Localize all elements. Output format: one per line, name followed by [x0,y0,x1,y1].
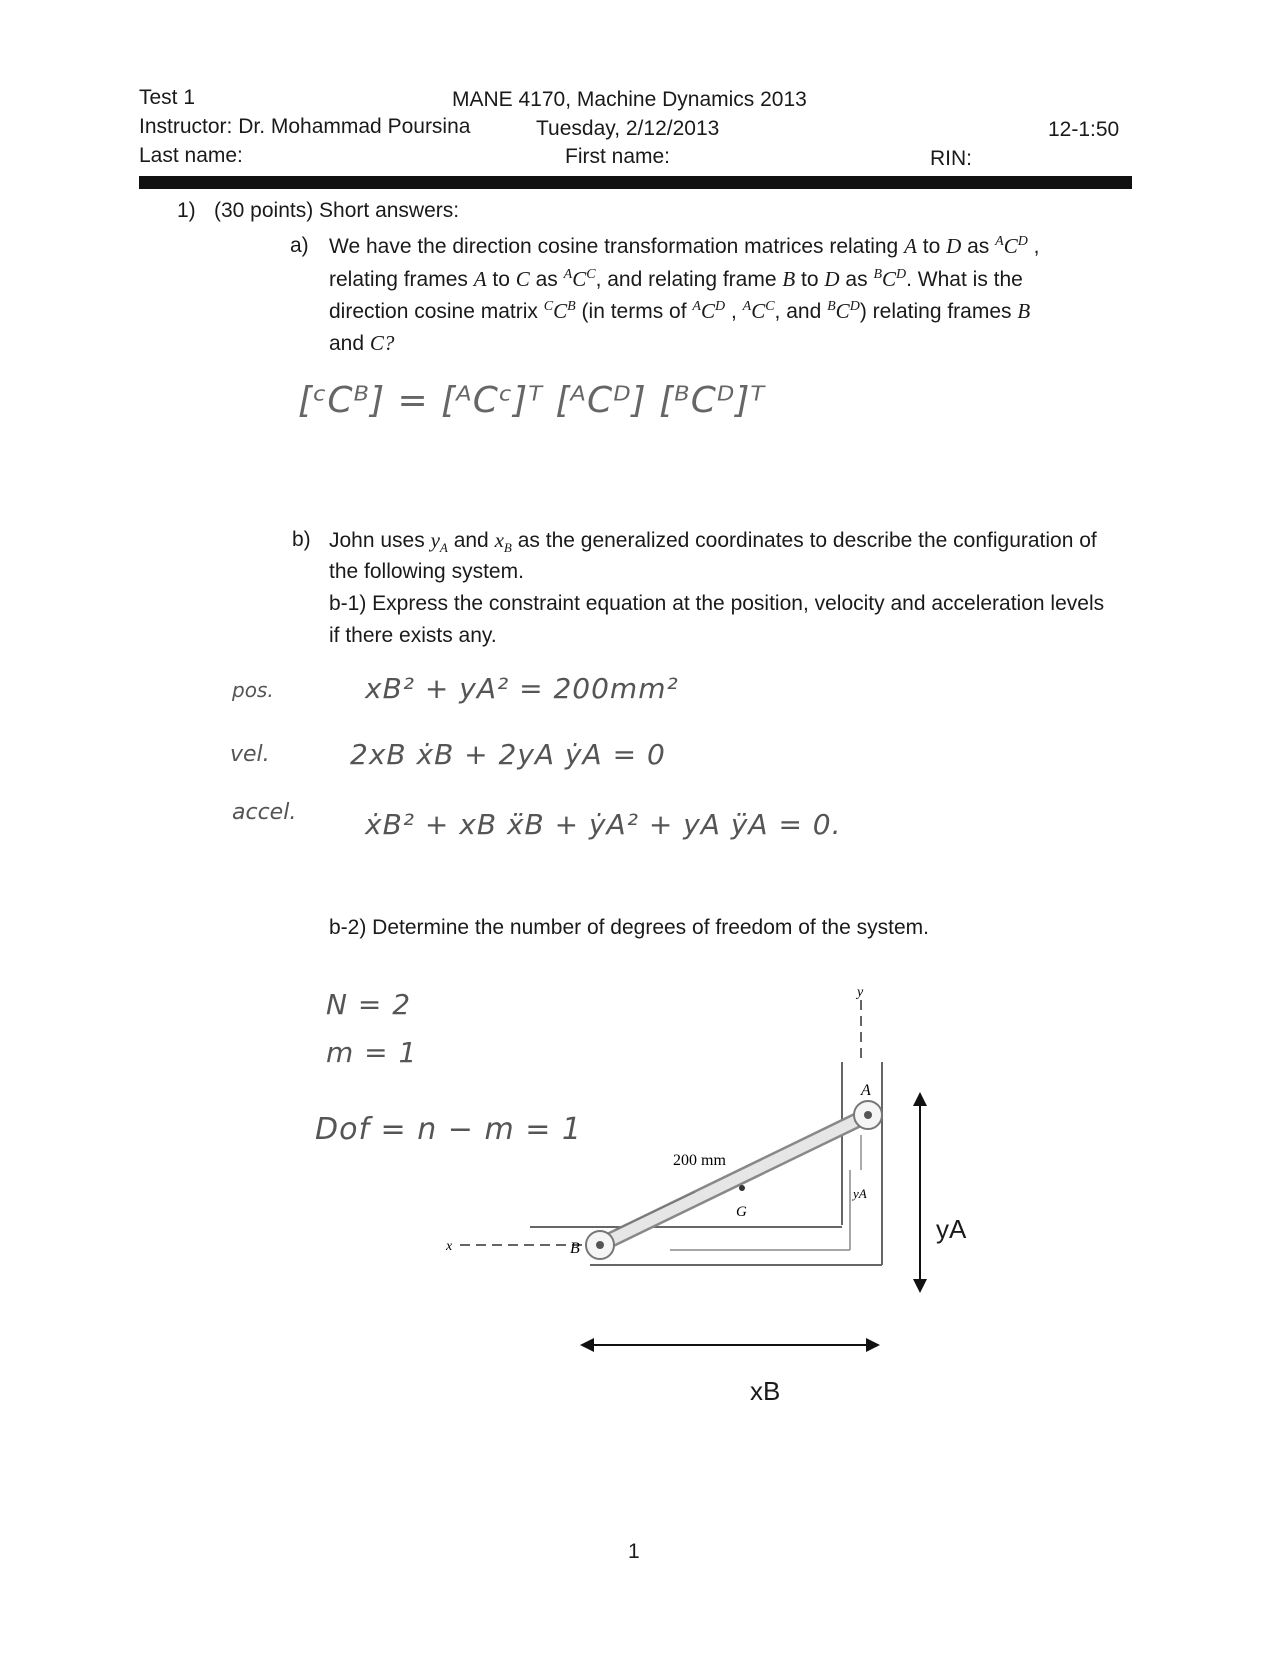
matrix-BCD: $^BC^D$ [873,267,907,291]
hand-acc-equation: ẋB² + xB ẍB + ẏA² + yA ÿA = 0. [365,808,842,841]
part-b1-line2: if there exists any. [329,624,497,647]
header-rin-label: RIN: [930,147,972,170]
part-b-line1 [329,528,1097,556]
part-a-line3-end: ) relating frames [859,300,1012,323]
text-to: to [801,268,819,291]
frame-B: B [1017,299,1031,323]
part-a-line2-end: . What is the [906,268,1023,291]
label-length: 200 mm [673,1152,726,1169]
part-a-line3-and: , and [774,300,822,323]
frame-D: D [824,267,840,291]
hand-pos-equation: xB² + yA² = 200mm² [365,672,679,705]
mechanism-figure [440,980,1000,1400]
matrix-ACD: $^AC^D$ [692,299,726,323]
hand-vel-label: vel. [230,742,270,767]
xb-arrow-head-left [580,1338,594,1352]
text-to: to [922,235,941,258]
q1-number: 1) [177,199,196,222]
label-ya: yA [936,1214,967,1244]
header-first-name-label: First name: [565,145,671,168]
matrix-CCB: $^CC^B$ [543,299,576,323]
matrix-ACC: $^AC^C$ [563,267,596,291]
header-divider [139,176,1132,189]
frame-C-question: C? [369,331,395,355]
part-a-line2-pre: relating frames [329,268,468,291]
text-as: as [967,235,990,258]
part-a-label: a) [290,234,309,257]
header-course: MANE 4170, Machine Dynamics 2013 [452,88,807,111]
matrix-BCD: $^BC^D$ [827,299,860,323]
xb-arrow-head-right [866,1338,880,1352]
part-b1-line1: b-1) Express the constraint equation at the position, velocity and acceleration levels [329,592,1105,615]
label-y: y [857,985,864,1000]
part-b-line1-mid: and [453,529,489,552]
part-b-line1-pre: John uses [329,529,425,552]
label-b: B [570,1240,580,1257]
text-as: as [845,268,868,291]
part-a-line3-mid: (in terms of [581,300,687,323]
coord-xB: $x_B$ [494,528,512,556]
coord-yA: $y_A$ [430,528,448,556]
text-to: to [492,268,510,291]
frame-C: C [515,267,530,291]
header-date: Tuesday, 2/12/2013 [536,117,720,140]
text-and: and [329,332,365,355]
ya-arrow-head-bottom [913,1279,927,1293]
label-xb: xB [750,1376,781,1406]
label-x: x [446,1239,453,1254]
hand-dof: Dof = n − m = 1 [315,1112,582,1147]
header-time: 12-1:50 [1048,118,1120,141]
frame-A: A [473,267,487,291]
part-a-line3-pre: direction cosine matrix [329,300,538,323]
part-a-line4 [329,331,394,356]
hand-m: m = 1 [326,1036,418,1069]
matrix-ACC: $^AC^C$ [742,299,775,323]
link-ab-inner [600,1115,868,1245]
part-a-line2 [329,267,1023,292]
part-b-line2: the following system. [329,560,524,583]
text-as: as [535,268,558,291]
label-g: G [736,1204,747,1220]
q1-heading: (30 points) Short answers: [214,199,460,222]
hand-vel-equation: 2xB ẋB + 2yA ẏA = 0 [350,738,666,771]
part-b-line1-end: as the generalized coordinates to describe the configuration of [517,529,1097,552]
frame-B: B [782,267,796,291]
hand-acc-label: accel. [232,800,297,825]
frame-D: D [946,234,962,258]
matrix-ACD: $^AC^D$ [995,234,1028,258]
part-b2: b-2) Determine the number of degrees of freedom of the system. [329,916,929,939]
label-a: A [861,1082,871,1099]
page-number: 1 [628,1540,640,1563]
part-a-line2-mid: , and relating frame [595,268,777,291]
part-a-handwritten-answer: [ᶜCᴮ] = [ᴬCᶜ]ᵀ [ᴬCᴰ] [ᴮCᴰ]ᵀ [298,380,766,421]
hand-pos-label: pos. [232,678,274,702]
hand-n: N = 2 [326,988,412,1021]
part-a-line3: direction cosine matrix $^CC^B$ (in terms of $^AC^D$ , $^AC^C$, and $^BC^D$) relating frames B [329,299,1031,323]
label-ya-small: yA [853,1186,867,1201]
part-a-line1: We have the direction cosine transformation matrices relating A to D as $^AC^D$ , [329,234,1040,258]
ya-arrow-head-top [913,1092,927,1106]
frame-A: A [904,234,917,258]
center-of-mass-g [739,1185,745,1191]
header-test: Test 1 [139,86,196,109]
pin-b-center [596,1241,604,1249]
part-b-label: b) [292,528,311,551]
pin-a-center [864,1111,872,1119]
part-a-line1-pre: We have the direction cosine transformation matrices relating [329,235,899,258]
header-instructor: Instructor: Dr. Mohammad Poursina [139,115,471,138]
header-last-name-label: Last name: [139,144,243,167]
